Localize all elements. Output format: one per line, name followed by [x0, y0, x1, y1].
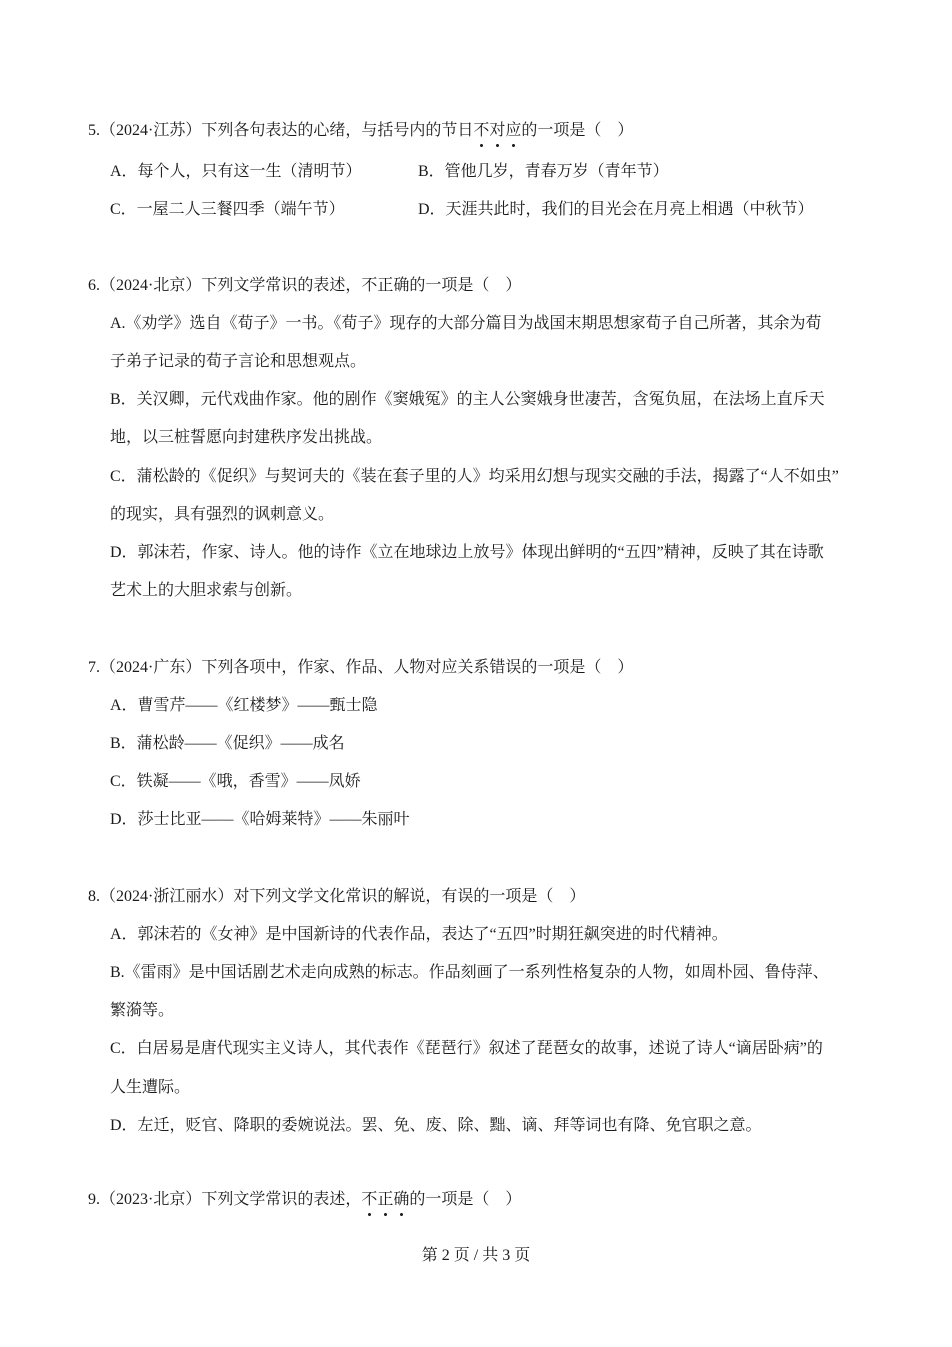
stem-text: 9.（2023·北京）下列文学常识的表述，: [88, 1191, 362, 1208]
stem-text: 的一项是（ ）: [521, 122, 634, 139]
option-6d-line2: 艺术上的大胆求索与创新。: [110, 582, 303, 599]
emphasis-char: 不: [361, 1191, 378, 1208]
page-footer: 第 2 页 / 共 3 页: [421, 1247, 531, 1264]
option-7a: A．曹雪芹——《红楼梦》——甄士隐: [110, 697, 378, 714]
option-5b: B．管他几岁，青春万岁（青年节）: [418, 163, 669, 180]
option-8b-line2: 繁漪等。: [110, 1002, 175, 1019]
question-6-stem: 6.（2024·北京）下列文学常识的表述，不正确的一项是（ ）: [88, 277, 522, 294]
option-8c-line2: 人生遭际。: [110, 1079, 191, 1096]
emphasis-char: 确: [393, 1191, 410, 1208]
emphasis-char: 应: [505, 122, 522, 139]
option-8b-line1: B.《雷雨》是中国话剧艺术走向成熟的标志。作品刻画了一系列性格复杂的人物，如周朴园、鲁侍萍、: [110, 964, 829, 981]
emphasis-char: 正: [377, 1191, 394, 1208]
question-5-stem: [88, 121, 633, 141]
option-6b-line1: B．关汉卿，元代戏曲作家。他的剧作《窦娥冤》的主人公窦娥身世凄苦，含冤负屈，在法场上直斥天: [110, 391, 825, 408]
option-5d: D．天涯共此时，我们的目光会在月亮上相遇（中秋节）: [418, 201, 814, 218]
option-8a: A．郭沫若的《女神》是中国新诗的代表作品，表达了“五四”时期狂飙突进的时代精神。: [110, 926, 728, 943]
option-6c-line2: 的现实，具有强烈的讽刺意义。: [110, 506, 335, 523]
stem-text: 5.（2024·江苏）下列各句表达的心绪，与括号内的节日: [88, 122, 474, 139]
emphasis-char: 对: [489, 122, 506, 139]
option-6d-line1: D．郭沫若，作家、诗人。他的诗作《立在地球边上放号》体现出鲜明的“五四”精神，反映了其在诗歌: [110, 544, 824, 561]
option-6a-line2: 子弟子记录的荀子言论和思想观点。: [110, 353, 367, 370]
emphasis-char: 不: [473, 122, 490, 139]
stem-text: 的一项是（ ）: [409, 1191, 522, 1208]
option-6c-line1: C．蒲松龄的《促织》与契诃夫的《装在套子里的人》均采用幻想与现实交融的手法，揭露了“人不如虫”: [110, 468, 839, 485]
option-7b: B．蒲松龄——《促织》——成名: [110, 735, 345, 752]
option-8c-line1: C．白居易是唐代现实主义诗人，其代表作《琵琶行》叙述了琵琶女的故事，述说了诗人“谪居卧病”的: [110, 1040, 823, 1057]
option-6b-line2: 地，以三桩誓愿向封建秩序发出挑战。: [110, 429, 383, 446]
option-7d: D．莎士比亚——《哈姆莱特》——朱丽叶: [110, 811, 410, 828]
question-9-stem: [88, 1190, 521, 1210]
question-7-stem: 7.（2024·广东）下列各项中，作家、作品、人物对应关系错误的一项是（ ）: [88, 659, 634, 676]
option-5c: C．一屋二人三餐四季（端午节）: [110, 201, 345, 218]
option-5a: A．每个人，只有这一生（清明节）: [110, 163, 362, 180]
option-6a-line1: A.《劝学》选自《荀子》一书。《荀子》现存的大部分篇目为战国末期思想家荀子自己所著，其余为荀: [110, 315, 822, 332]
option-7c: C．铁凝——《哦，香雪》——凤娇: [110, 773, 361, 790]
question-8-stem: 8.（2024·浙江丽水）对下列文学文化常识的解说，有误的一项是（ ）: [88, 888, 586, 905]
option-8d: D．左迁，贬官、降职的委婉说法。罢、免、废、除、黜、谪、拜等词也有降、免官职之意。: [110, 1117, 762, 1134]
